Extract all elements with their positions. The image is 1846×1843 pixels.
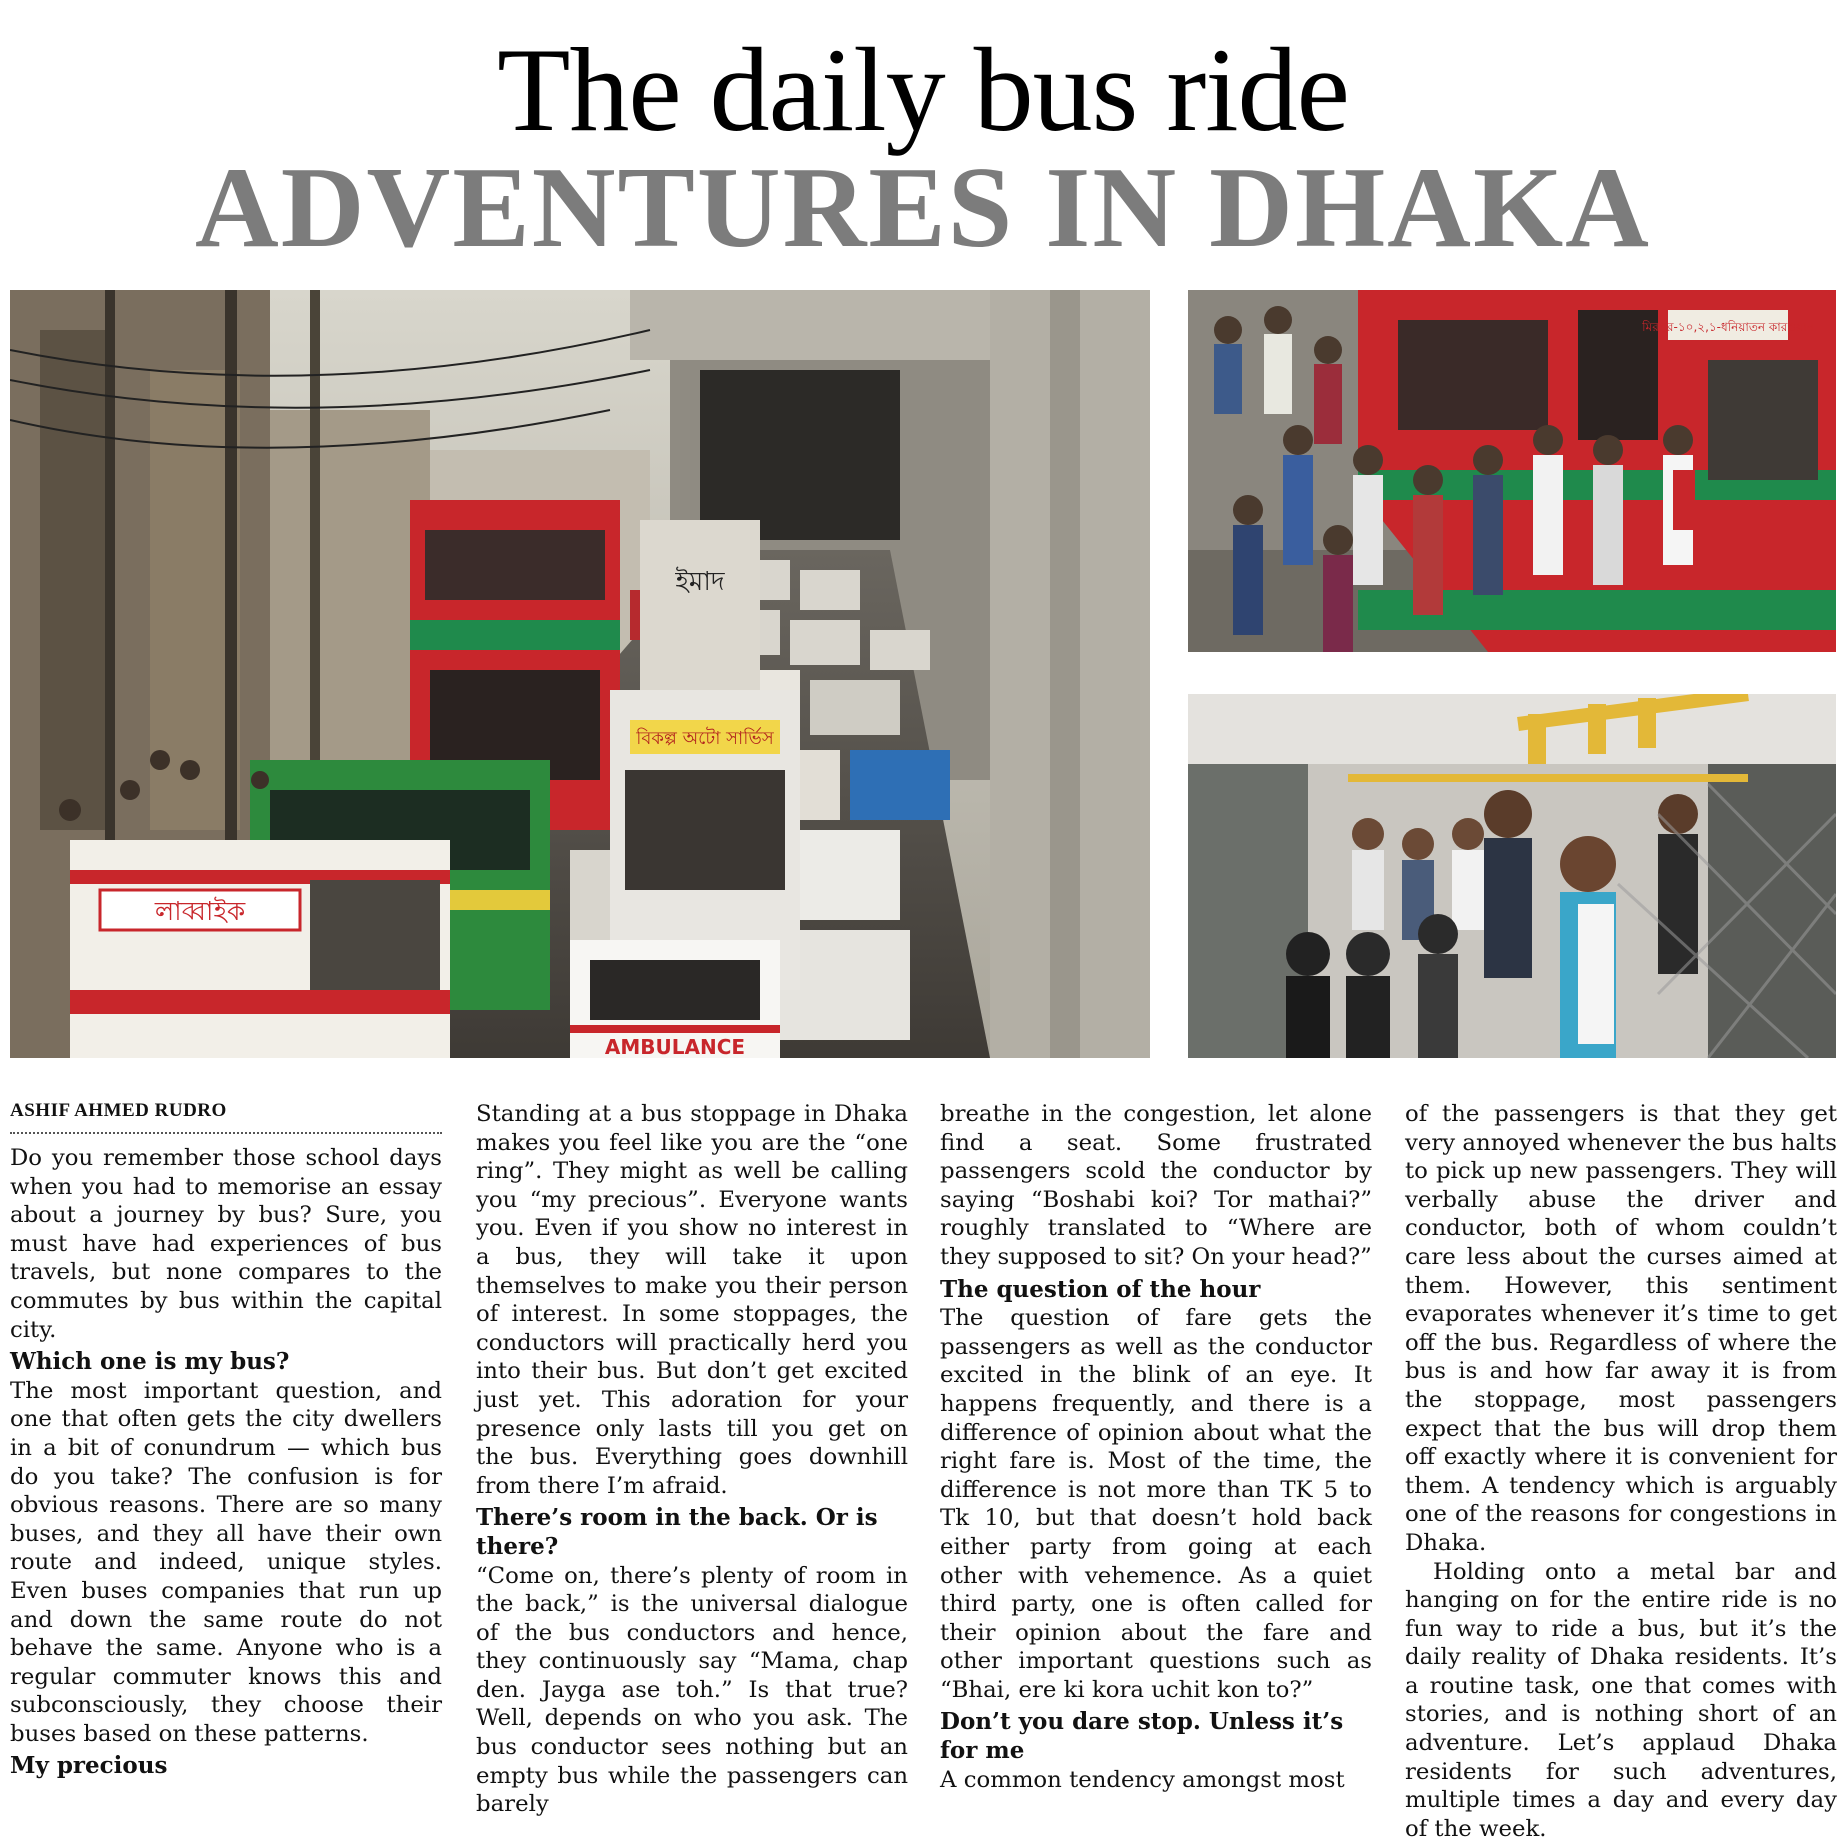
article-column-1 <box>10 1098 442 1781</box>
crowd-boarding-illustration <box>1188 290 1836 652</box>
inside-crowded-bus-photo <box>1188 694 1836 1058</box>
section-heading-room-in-back: There’s room in the back. Or is there? <box>476 1504 908 1561</box>
traffic-jam-photo <box>10 290 1150 1058</box>
bus-sign-3: বিকল্প অটো সার্ভিস <box>635 727 775 749</box>
bus-sign-2: ইমাদ <box>674 566 725 597</box>
section-body-my-precious: Standing at a bus stoppage in Dhaka makes you feel like you are the “one ring”. They might as well be calling you “my precious”. Everyone wants you. Even if you show no interest in a bus, they will take it upon themselves to make you their person of interest. In some stoppages, the conductors will practically herd you into their bus. But don’t get excited just yet. This adoration for your presence only lasts till you get on the bus. Everything goes downhill from there I’m afraid. <box>476 1100 908 1500</box>
crowd-boarding-bus-photo <box>1188 290 1836 652</box>
bus-route-sign: মিরপুর-১০,২,১-ধনিয়াতন কারওয়ান <box>1641 320 1815 335</box>
inside-bus-illustration <box>1188 694 1836 1058</box>
section-body-room-in-back-part1: “Come on, there’s plenty of room in the back,” is the universal dialogue of the bus conductors and hence, they continuously say “Mama, chap den. Jayga ase toh.” Is that true? Well, depends on who you ask. The bus conductor sees nothing but an empty bus while the passengers can barely <box>476 1562 908 1819</box>
section-heading-my-precious: My precious <box>10 1752 442 1781</box>
section-body-dont-stop-part2: of the passengers is that they get very annoyed whenever the bus halts to pick up new passengers. They will verbally abuse the driver and conductor, both of whom couldn’t care less about the curses aimed at them. However, this sentiment evaporates whenever it’s time to get off the bus. Regardless of where the bus is and how far away it is from the stoppage, most passengers expect that the bus will drop them off exactly where it is convenient for them. A tendency which is arguably one of the reasons for congestions in Dhaka. <box>1405 1100 1837 1558</box>
section-body-question-of-hour: The question of fare gets the passengers as well as the conductor excited in the blink of an eye. It happens frequently, and there is a difference of opinion about what the right fare is. Most of the time, the difference is not more than TK 5 to Tk 10, but that doesn’t hold back either party from going at each other with vehemence. As a quiet third party, one is often called for their opinion about the fare and other important questions such as “Bhai, ere ki kora uchit kon to?” <box>940 1304 1372 1704</box>
byline: ASHIF AHMED RUDRO <box>10 1098 442 1134</box>
article-column-4 <box>1405 1100 1837 1843</box>
section-heading-which-bus: Which one is my bus? <box>10 1348 442 1377</box>
ambulance-label: AMBULANCE <box>605 1035 745 1058</box>
intro-paragraph: Do you remember those school days when you had to memorise an essay about a journey by bus? Sure, you must have had experiences of bus travels, but none compares to the commutes by bus within the capital city. <box>10 1144 442 1344</box>
article-column-2 <box>476 1100 908 1819</box>
article-column-3 <box>940 1100 1372 1794</box>
headline-title: The daily bus ride <box>0 30 1846 150</box>
bus-sign-1: লাব্বাইক <box>154 896 246 927</box>
section-body-room-in-back-part2: breathe in the congestion, let alone find a seat. Some frustrated passengers scold the conductor by saying “Boshabi koi? Tor mathai?” roughly translated to “Where are they supposed to sit? On your head?” <box>940 1100 1372 1272</box>
section-body-dont-stop-part1: A common tendency amongst most <box>940 1766 1372 1795</box>
section-body-which-bus: The most important question, and one that often gets the city dwellers in a bit of conundrum — which bus do you take? The confusion is for obvious reasons. There are so many buses, and they all have their own route and indeed, unique styles. Even buses companies that run up and down the same route do not behave the same. Anyone who is a regular commuter knows this and subconsciously, they choose their buses based on these patterns. <box>10 1377 442 1749</box>
traffic-jam-illustration <box>10 290 1150 1058</box>
headline-subtitle: ADVENTURES IN DHAKA <box>0 150 1846 266</box>
section-heading-question-of-hour: The question of the hour <box>940 1276 1372 1305</box>
closing-paragraph: Holding onto a metal bar and hanging on for the entire ride is no fun way to ride a bus, but it’s the daily reality of Dhaka residents. It’s a routine task, one that comes with stories, and is nothing short of an adventure. Let’s applaud Dhaka residents for such adventures, multiple times a day and every day of the week. <box>1405 1558 1837 1843</box>
section-heading-dont-stop: Don’t you dare stop. Unless it’s for me <box>940 1708 1372 1765</box>
